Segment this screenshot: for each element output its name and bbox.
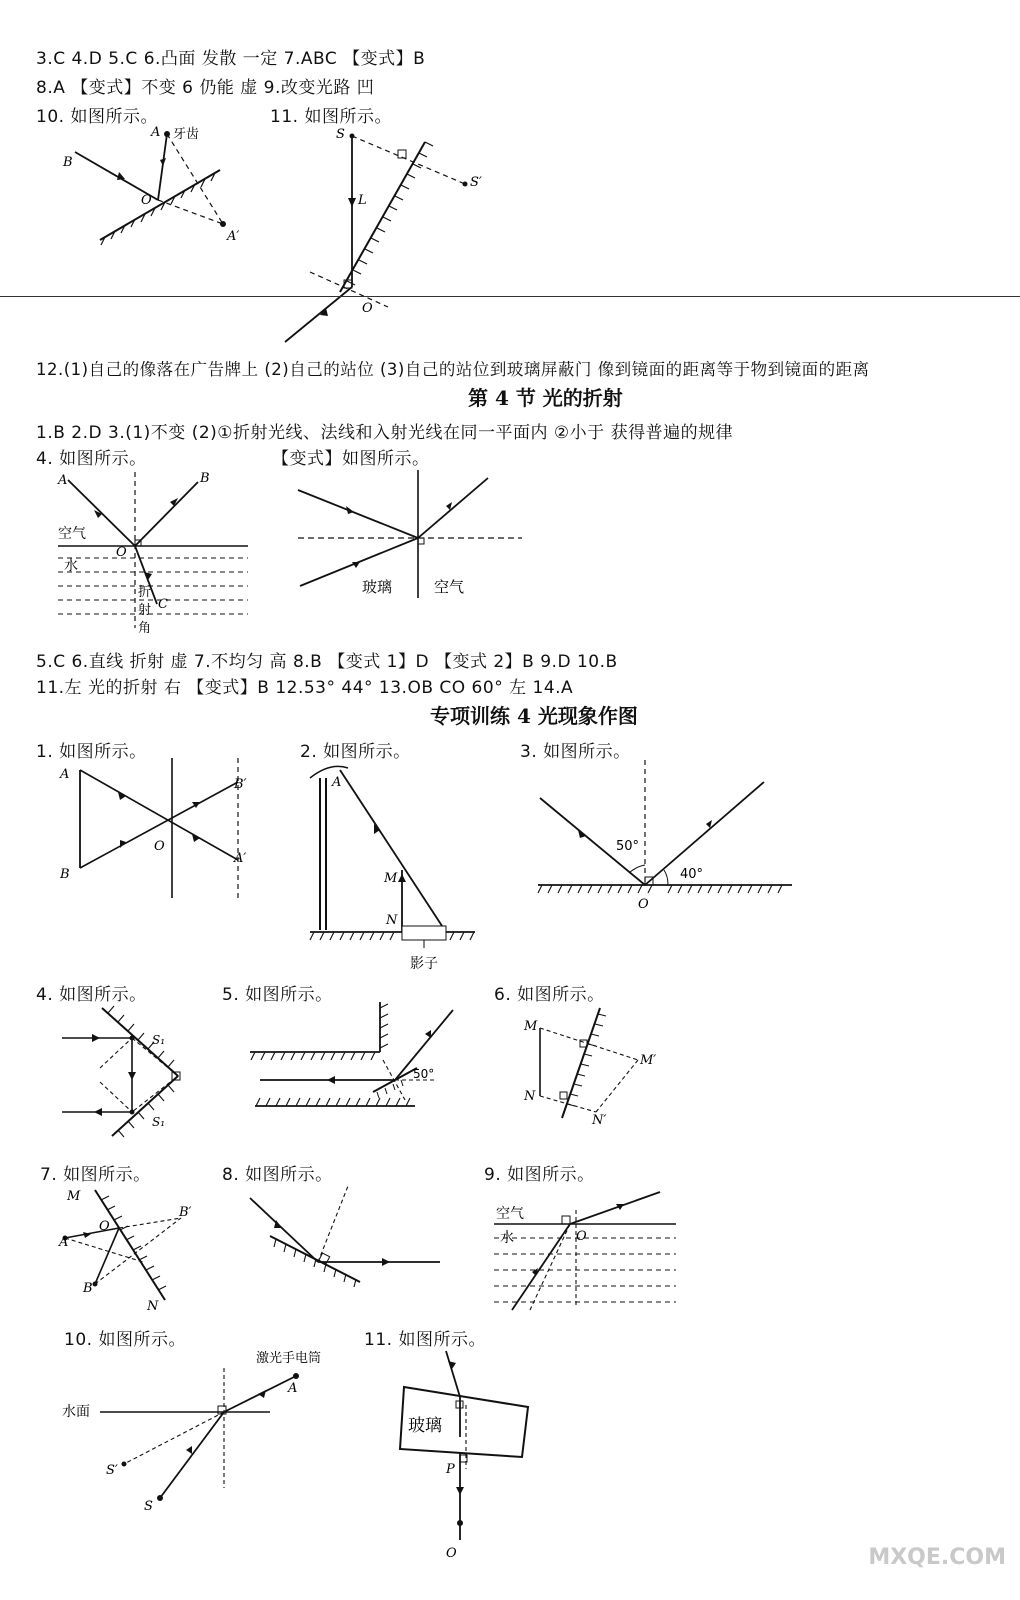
section-4-title: 第 4 节 光的折射	[468, 386, 623, 410]
svg-text:M′: M′	[640, 1053, 657, 1068]
figure-8	[240, 1180, 450, 1295]
svg-text:P: P	[446, 1462, 455, 1477]
fig-11-caption: 11. 如图所示。	[364, 1330, 486, 1350]
fig-10-caption: 10. 如图所示。	[64, 1330, 186, 1350]
figure-q11	[270, 122, 500, 352]
svg-text:S′: S′	[106, 1463, 118, 1478]
section-4-q4: 4. 如图所示。	[36, 449, 147, 469]
svg-text:N: N	[147, 1299, 159, 1314]
svg-text:O: O	[638, 897, 649, 912]
svg-text:角: 角	[138, 621, 152, 636]
fig-4-caption: 4. 如图所示。	[36, 985, 147, 1005]
svg-text:C: C	[158, 597, 168, 612]
section-4-line-11: 11.左 光的折射 右 【变式】B 12.53° 44° 13.OB CO 60° 左 14.A	[36, 678, 574, 698]
svg-text:A′: A′	[234, 851, 247, 866]
svg-text:L: L	[358, 193, 367, 208]
svg-text:O: O	[154, 839, 165, 854]
svg-text:影子: 影子	[410, 956, 438, 972]
svg-text:50°: 50°	[616, 839, 640, 854]
svg-text:空气: 空气	[58, 526, 86, 542]
svg-text:空气: 空气	[434, 578, 465, 596]
section-4-q4-variant: 【变式】如图所示。	[272, 449, 430, 469]
svg-text:B: B	[60, 867, 70, 882]
svg-text:S₁: S₁	[152, 1033, 166, 1047]
section-4-line-5: 5.C 6.直线 折射 虚 7.不均匀 高 8.B 【变式 1】D 【变式 2】B 9.D 10.B	[36, 652, 618, 672]
svg-text:A: A	[332, 775, 342, 790]
svg-text:B: B	[63, 155, 73, 170]
svg-text:M: M	[67, 1189, 81, 1204]
svg-text:玻璃: 玻璃	[408, 1416, 442, 1436]
svg-text:牙齿: 牙齿	[173, 127, 200, 142]
svg-text:水: 水	[500, 1230, 514, 1246]
svg-text:O: O	[99, 1219, 110, 1234]
answer-q11: 11. 如图所示。	[270, 107, 392, 127]
svg-text:N: N	[524, 1089, 536, 1104]
section-4-line-1: 1.B 2.D 3.(1)不变 (2)①折射光线、法线和入射光线在同一平面内 ②小于 获得普遍的规律	[36, 423, 734, 443]
figure-1	[50, 758, 280, 908]
svg-text:B: B	[83, 1281, 93, 1296]
svg-text:玻璃: 玻璃	[362, 578, 393, 596]
svg-text:O: O	[362, 301, 373, 316]
figure-7	[55, 1180, 205, 1315]
figure-q10	[55, 122, 265, 252]
svg-text:B′: B′	[234, 777, 247, 792]
svg-text:O: O	[116, 545, 127, 560]
figure-5	[245, 1000, 460, 1120]
svg-text:M: M	[524, 1019, 538, 1034]
answer-line-1: 3.C 4.D 5.C 6.凸面 发散 一定 7.ABC 【变式】B	[36, 49, 426, 69]
figure-4	[60, 1000, 210, 1150]
svg-text:空气: 空气	[496, 1206, 524, 1222]
figure-2	[300, 758, 490, 973]
fig-5-caption: 5. 如图所示。	[222, 985, 333, 1005]
svg-text:S: S	[144, 1499, 153, 1514]
special-training-title: 专项训练 4 光现象作图	[430, 704, 638, 728]
svg-text:水面: 水面	[62, 1404, 90, 1420]
svg-text:A: A	[59, 1235, 69, 1250]
answer-line-12: 12.(1)自己的像落在广告牌上 (2)自己的站位 (3)自己的站位到玻璃屏蔽门 像到镜面的距离等于物到镜面的距离	[36, 360, 870, 379]
svg-text:A′: A′	[227, 229, 240, 244]
svg-text:A: A	[151, 125, 161, 140]
divider-line	[0, 296, 1020, 297]
svg-text:S₁: S₁	[152, 1115, 166, 1129]
svg-text:M: M	[384, 871, 398, 886]
figure-10	[60, 1348, 350, 1518]
answer-q10: 10. 如图所示。	[36, 107, 158, 127]
fig-9-caption: 9. 如图所示。	[484, 1165, 595, 1185]
fig-1-caption: 1. 如图所示。	[36, 742, 147, 762]
figure-s4-q4	[50, 468, 255, 646]
figure-3	[530, 758, 800, 913]
answer-line-2: 8.A 【变式】不变 6 仍能 虚 9.改变光路 凹	[36, 78, 375, 98]
svg-text:A: A	[58, 473, 68, 488]
svg-text:水: 水	[64, 558, 78, 574]
svg-text:40°: 40°	[680, 867, 704, 882]
fig-6-caption: 6. 如图所示。	[494, 985, 605, 1005]
svg-text:S′: S′	[470, 175, 482, 190]
svg-text:B′: B′	[179, 1205, 192, 1220]
svg-text:O: O	[141, 193, 152, 208]
svg-text:O: O	[446, 1546, 457, 1560]
svg-text:50°: 50°	[413, 1067, 435, 1081]
svg-text:A: A	[60, 767, 70, 782]
svg-text:N′: N′	[592, 1113, 607, 1128]
svg-text:射: 射	[138, 603, 152, 618]
fig-3-caption: 3. 如图所示。	[520, 742, 631, 762]
svg-text:激光手电筒: 激光手电筒	[256, 1351, 322, 1366]
svg-text:折: 折	[138, 585, 152, 600]
svg-text:S: S	[336, 127, 345, 142]
figure-s4-q4-variant	[290, 468, 530, 608]
watermark-text: MXQE.COM	[868, 1545, 1006, 1570]
fig-7-caption: 7. 如图所示。	[40, 1165, 151, 1185]
svg-text:N: N	[386, 913, 398, 928]
figure-9	[490, 1180, 690, 1320]
figure-6	[520, 1000, 680, 1135]
svg-text:B: B	[200, 471, 210, 486]
svg-text:A: A	[288, 1381, 298, 1396]
fig-8-caption: 8. 如图所示。	[222, 1165, 333, 1185]
svg-text:O: O	[576, 1229, 587, 1244]
fig-2-caption: 2. 如图所示。	[300, 742, 411, 762]
figure-11	[390, 1345, 570, 1560]
